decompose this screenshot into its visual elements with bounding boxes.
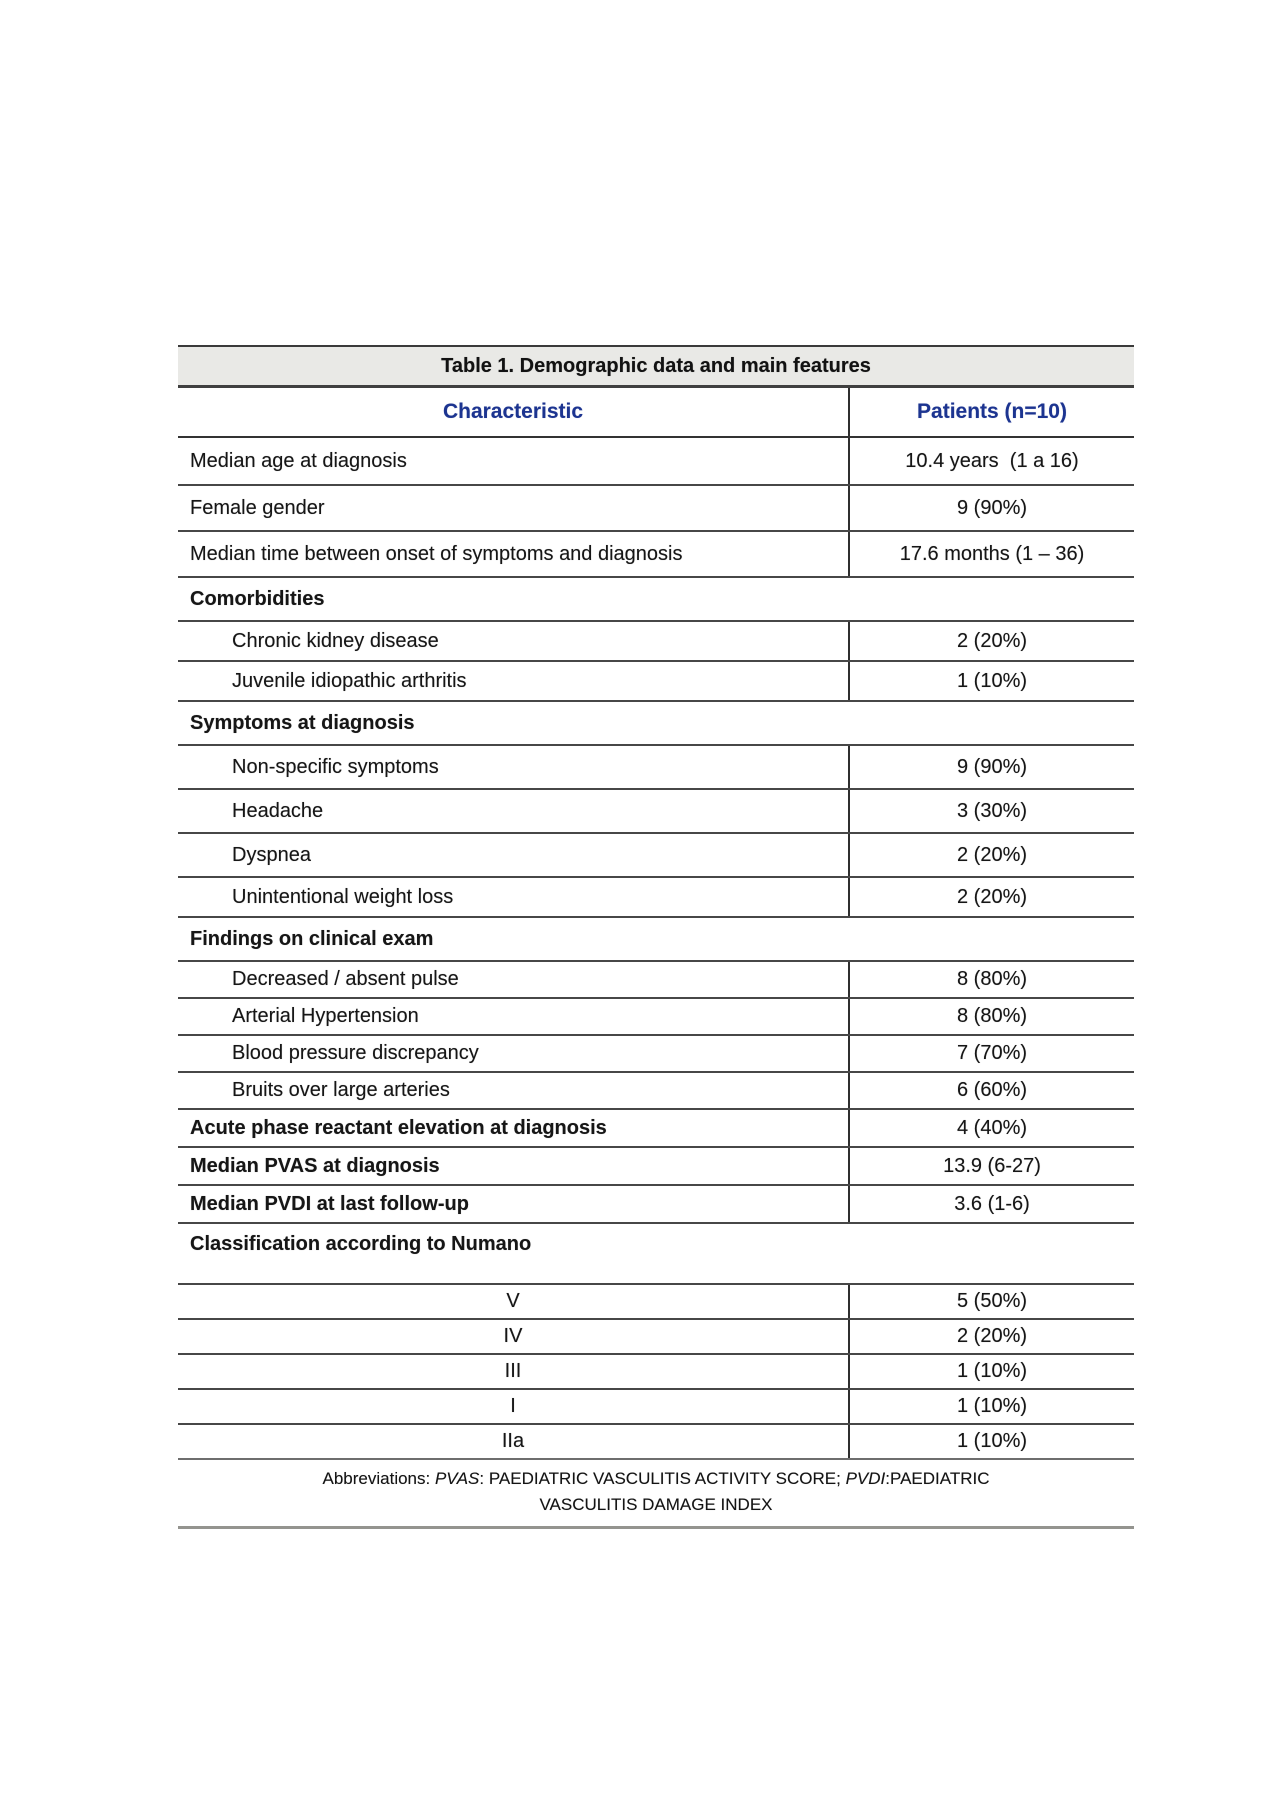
table-row <box>178 1388 1134 1423</box>
table-1 <box>178 345 1134 1529</box>
row-value: 5 (50%) <box>848 1285 1134 1318</box>
footnote-line-1 <box>206 1466 1106 1492</box>
row-value: 17.6 months (1 – 36) <box>848 532 1134 576</box>
table-row <box>178 1146 1134 1184</box>
table-row <box>178 1353 1134 1388</box>
row-value: 1 (10%) <box>848 1390 1134 1423</box>
row-label: Headache <box>232 799 324 822</box>
table-row <box>178 1034 1134 1071</box>
table-row <box>178 620 1134 660</box>
table-row <box>178 660 1134 700</box>
row-label: Arterial Hypertension <box>232 1005 419 1027</box>
table-header-row <box>178 388 1134 438</box>
footnote-mid-1: : PAEDIATRIC VASCULITIS ACTIVITY SCORE; <box>479 1469 846 1488</box>
row-value: 10.4 years (1 a 16) <box>848 438 1134 484</box>
table-row <box>178 916 1134 960</box>
row-value: 1 (10%) <box>848 1425 1134 1458</box>
table-row <box>178 484 1134 530</box>
row-label: Unintentional weight loss <box>232 885 454 908</box>
table-row <box>178 1184 1134 1222</box>
table-row <box>178 960 1134 997</box>
table-row <box>178 1283 1134 1318</box>
table-title: Table 1. Demographic data and main features <box>178 345 1134 388</box>
table-row <box>178 1071 1134 1108</box>
table-row <box>178 1222 1134 1283</box>
row-label: Median age at diagnosis <box>190 449 407 472</box>
row-label: Classification according to Numano <box>190 1233 532 1255</box>
abbreviation-pvdi: PVDI <box>845 1469 886 1488</box>
footnote-line-2: VASCULITIS DAMAGE INDEX <box>539 1495 773 1515</box>
row-label: IV <box>503 1325 523 1347</box>
row-value: 7 (70%) <box>848 1036 1134 1071</box>
table-row <box>178 997 1134 1034</box>
row-value: 2 (20%) <box>848 622 1134 660</box>
row-label: Median PVDI at last follow-up <box>190 1192 469 1215</box>
row-value: 1 (10%) <box>848 1355 1134 1388</box>
table-row <box>178 1318 1134 1353</box>
row-label: I <box>510 1395 516 1417</box>
row-value: 6 (60%) <box>848 1073 1134 1108</box>
table-row <box>178 530 1134 576</box>
footnote-prefix: Abbreviations: <box>322 1469 435 1488</box>
table-body <box>178 438 1134 1458</box>
row-value: 1 (10%) <box>848 662 1134 700</box>
row-label: Female gender <box>190 496 325 519</box>
table-row <box>178 438 1134 484</box>
row-label: Bruits over large arteries <box>232 1079 450 1101</box>
row-value: 9 (90%) <box>848 746 1134 788</box>
row-value: 3 (30%) <box>848 790 1134 832</box>
footnote-mid-2: :PAEDIATRIC <box>885 1469 990 1488</box>
row-value: 8 (80%) <box>848 999 1134 1034</box>
row-label: Dyspnea <box>232 843 311 866</box>
row-label: Median time between onset of symptoms and diagnosis <box>190 542 683 565</box>
row-value: 13.9 (6-27) <box>848 1148 1134 1184</box>
row-label: Chronic kidney disease <box>232 629 439 652</box>
table-row <box>178 876 1134 916</box>
column-header-patients: Patients (n=10) <box>848 388 1134 436</box>
abbreviation-pvas: PVAS <box>434 1469 480 1488</box>
row-label: Blood pressure discrepancy <box>232 1042 479 1064</box>
table-row <box>178 832 1134 876</box>
column-header-characteristic: Characteristic <box>442 400 584 423</box>
table-row <box>178 1108 1134 1146</box>
row-value: 2 (20%) <box>848 1320 1134 1353</box>
row-label: III <box>504 1360 522 1382</box>
row-value: 3.6 (1-6) <box>848 1186 1134 1222</box>
row-label: Median PVAS at diagnosis <box>190 1154 440 1177</box>
table-row <box>178 700 1134 744</box>
row-value: 2 (20%) <box>848 878 1134 916</box>
table-row <box>178 576 1134 620</box>
row-value: 2 (20%) <box>848 834 1134 876</box>
row-label: Non-specific symptoms <box>232 755 439 778</box>
row-value: 4 (40%) <box>848 1110 1134 1146</box>
row-label: Findings on clinical exam <box>190 927 434 950</box>
row-label: Juvenile idiopathic arthritis <box>232 669 467 692</box>
row-value: 9 (90%) <box>848 486 1134 530</box>
row-label: Decreased / absent pulse <box>232 968 459 990</box>
table-row <box>178 1423 1134 1458</box>
row-label: Comorbidities <box>190 587 325 610</box>
table-row <box>178 744 1134 788</box>
row-label: Symptoms at diagnosis <box>190 711 415 734</box>
row-label: Acute phase reactant elevation at diagnosis <box>190 1116 607 1139</box>
table-footnote <box>178 1458 1134 1529</box>
row-label: V <box>506 1290 520 1312</box>
row-value: 8 (80%) <box>848 962 1134 997</box>
table-row <box>178 788 1134 832</box>
row-label: IIa <box>501 1430 525 1452</box>
